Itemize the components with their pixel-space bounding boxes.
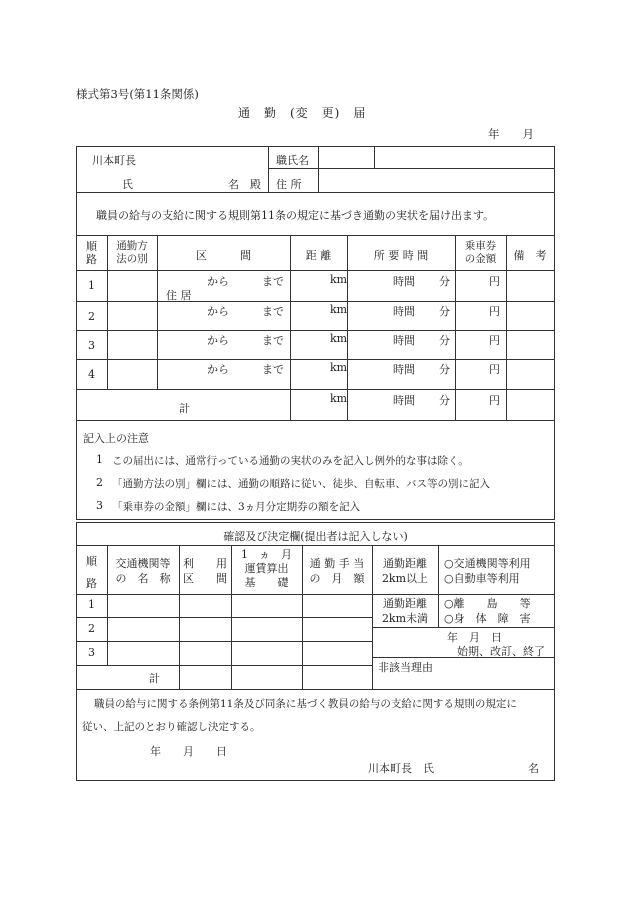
hours-unit: 時間 <box>393 363 415 376</box>
residence-label: 住 居 <box>166 289 192 302</box>
to-label: まで <box>262 363 284 376</box>
minutes-unit: 分 <box>439 363 450 376</box>
mayor-label: 川本町長 <box>92 154 136 167</box>
km-unit: km <box>330 273 348 286</box>
hours-unit: 時間 <box>393 394 415 407</box>
note-number: 3 <box>96 499 103 512</box>
from-label: から <box>207 334 229 347</box>
confirm-header-use-section: 利 用 区 間 <box>183 557 227 585</box>
confirm-title: 確認及び決定欄(提出者は記入しない) <box>223 530 408 543</box>
decision-date-line: 年 月 日 <box>447 631 502 644</box>
confirm-header-route-no: 順 路 <box>86 555 97 590</box>
minutes-unit: 分 <box>439 394 450 407</box>
statement-text: 職員の給与の支給に関する規則第11条の規定に基づき通勤の実状を届け出ます。 <box>96 209 495 222</box>
confirm-row-number: 1 <box>88 598 95 611</box>
note-text: この届出には、通常行っている通勤の実状のみを記入し例外的な事は除く。 <box>112 455 469 467</box>
row-number: 3 <box>88 339 95 352</box>
notes-title: 記入上の注意 <box>83 432 149 445</box>
confirm-row-number: 2 <box>88 622 95 635</box>
header-method: 通勤方 法の別 <box>116 240 148 265</box>
form-number: 様式第3号(第11条関係) <box>76 87 199 101</box>
confirm-header-allowance: 通 勤 手 当 の 月 額 <box>309 557 365 585</box>
minutes-unit: 分 <box>439 305 450 318</box>
from-label: から <box>207 363 229 376</box>
km-unit: km <box>330 332 348 345</box>
note-number: 1 <box>96 453 103 466</box>
to-label: まで <box>262 334 284 347</box>
confirm-total-label: 計 <box>149 672 160 685</box>
to-label: まで <box>262 305 284 318</box>
confirm-header-agency: 交通機関等 の 名 称 <box>115 557 171 585</box>
header-distance: 距 離 <box>305 249 332 262</box>
from-label: から <box>207 275 229 288</box>
row-number: 1 <box>88 279 95 292</box>
hours-unit: 時間 <box>393 334 415 347</box>
signer-label: 川本町長 氏 <box>368 762 434 775</box>
yen-unit: 円 <box>489 394 500 407</box>
header-remarks: 備 考 <box>513 249 547 262</box>
option-disability[interactable]: ○身 体 障 害 <box>444 612 531 625</box>
hours-unit: 時間 <box>393 305 415 318</box>
option-car[interactable]: ○自動車等利用 <box>444 572 520 585</box>
total-label: 計 <box>179 402 190 415</box>
header-time: 所 要 時 間 <box>373 249 429 262</box>
yen-unit: 円 <box>489 363 500 376</box>
from-label: から <box>207 305 229 318</box>
decision-date: 年 月 日 <box>150 745 227 758</box>
option-transport[interactable]: ○交通機関等利用 <box>444 557 531 570</box>
option-remote-island[interactable]: ○離 島 等 <box>444 597 531 610</box>
note-number: 2 <box>96 476 103 489</box>
shi-label: 氏 <box>122 178 133 191</box>
yen-unit: 円 <box>489 334 500 347</box>
address-field[interactable] <box>320 170 554 192</box>
yen-unit: 円 <box>489 275 500 288</box>
note-text: 「乗車券の金額」欄には、3ヵ月分定期券の額を記入 <box>112 501 361 513</box>
submission-year-month: 年 月 <box>488 127 534 141</box>
header-route-no: 順 路 <box>86 240 97 266</box>
job-name-label: 職氏名 <box>276 154 309 167</box>
km-unit: km <box>330 303 348 316</box>
job-name-field[interactable] <box>320 148 374 168</box>
distance-under-options <box>444 596 531 626</box>
km-unit: km <box>330 361 348 374</box>
yen-unit: 円 <box>489 305 500 318</box>
km-unit: km <box>330 392 348 405</box>
hours-unit: 時間 <box>393 275 415 288</box>
decision-text-line-2: 従い、上記のとおり確認し決定する。 <box>82 721 261 733</box>
to-label: まで <box>262 275 284 288</box>
decision-status-line: 始期、改訂、終了 <box>457 645 545 658</box>
confirm-row-number: 3 <box>88 646 95 659</box>
minutes-unit: 分 <box>439 275 450 288</box>
not-applicable-label: 非該当理由 <box>378 661 433 674</box>
header-ticket: 乗車券 の金額 <box>464 240 497 265</box>
row-number: 2 <box>88 310 95 323</box>
row-number: 4 <box>88 368 95 381</box>
minutes-unit: 分 <box>439 334 450 347</box>
distance-over-2km: 通勤距離 2km以上 <box>381 557 429 585</box>
header-section: 区 間 <box>196 249 251 262</box>
mei-dono-label: 名 殿 <box>228 178 261 191</box>
note-text: 「通勤方法の別」欄には、通勤の順路に従い、徒歩、自転車、バス等の別に記入 <box>112 478 490 490</box>
address-label: 住 所 <box>276 178 302 191</box>
decision-text-line-1: 職員の給与に関する条例第11条及び同条に基づく教員の給与の支給に関する規則の規定に <box>94 698 517 710</box>
confirm-header-fare-basis: 1 ヵ 月 運賃算出 基 礎 <box>241 548 292 589</box>
distance-over-options <box>444 556 531 586</box>
distance-under-2km: 通勤距離 2km未満 <box>381 597 429 625</box>
form-title: 通 勤 (変 更) 届 <box>238 106 367 120</box>
signer-mei: 名 <box>528 762 539 775</box>
